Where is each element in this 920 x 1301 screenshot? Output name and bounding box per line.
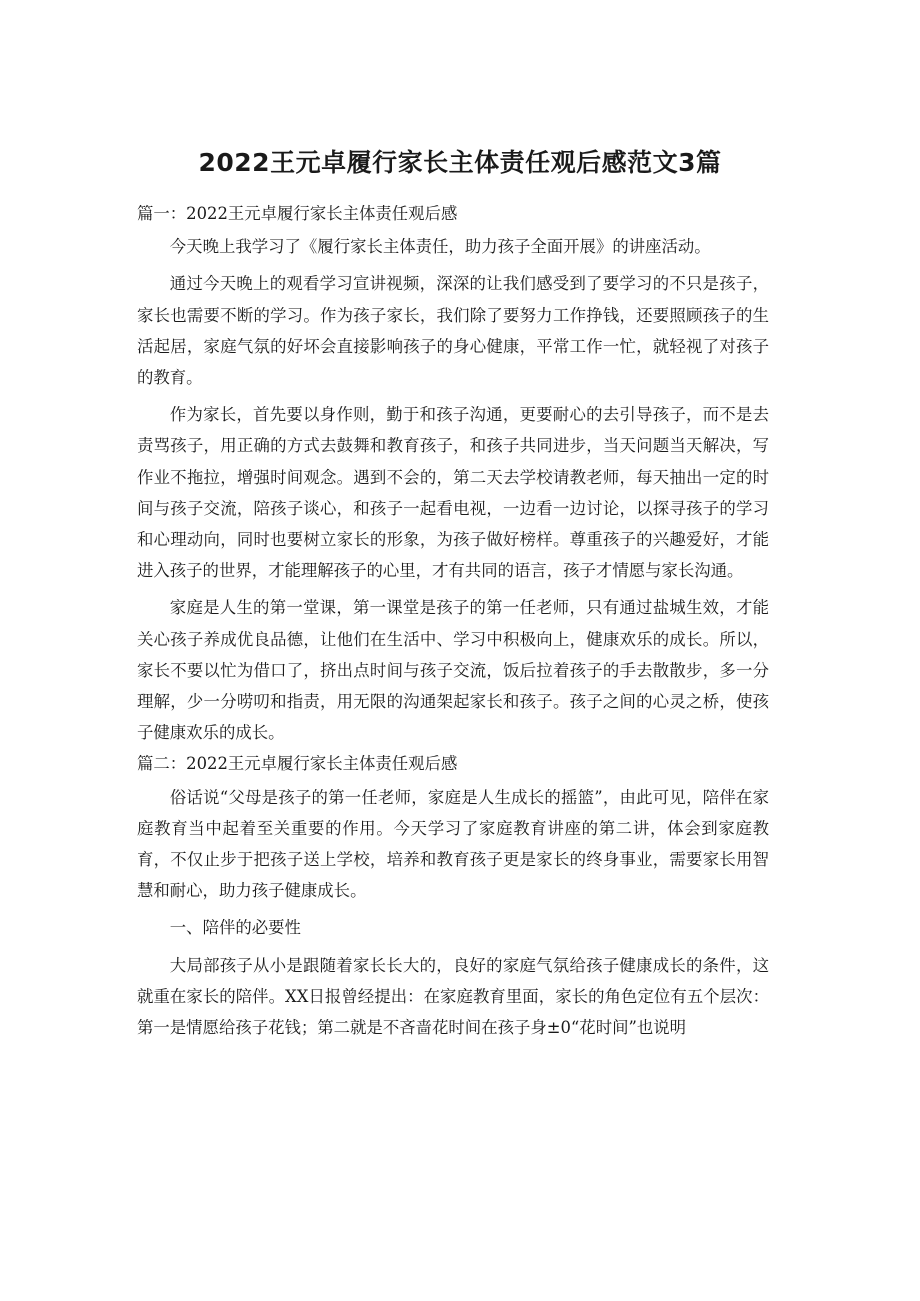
section-1-paragraph-2: 通过今天晚上的观看学习宣讲视频，深深的让我们感受到了要学习的不只是孩子，家长也需要不断的学习。作为孩子家长，我们除了要努力工作挣钱，还要照顾孩子的生活起居，家庭气氛的好坏会直接影响孩子的身心健康，平常工作一忙，就轻视了对孩子的教育。 — [137, 274, 769, 388]
section-1-paragraph-3: 作为家长，首先要以身作则，勤于和孩子沟通，更要耐心的去引导孩子，而不是去责骂孩子，用正确的方式去鼓舞和教育孩子，和孩子共同进步，当天问题当天解决，写作业不拖拉，增强时间观念。遇到不会的，第二天去学校请教老师，每天抽出一定的时间与孩子交流，陪孩子谈心，和孩子一起看电视，一边看一边讨论，以探寻孩子的学习和心理动向，同时也要树立家长的形象，为孩子做好榜样。尊重孩子的兴趣爱好，才能进入孩子的世界，才能理解孩子的心里，才有共同的语言，孩子才情愿与家长沟通。 — [137, 405, 769, 581]
section-2-subheading: 一、陪伴的必要性 — [169, 918, 301, 938]
section-2-heading: 篇二：2022王元卓履行家长主体责任观后感 — [137, 754, 458, 774]
section-1-paragraph-4: 家庭是人生的第一堂课，第一课堂是孩子的第一任老师，只有通过盐城生效，才能关心孩子养成优良品德，让他们在生活中、学习中积极向上，健康欢乐的成长。所以，家长不要以忙为借口了，挤出点时间与孩子交流，饭后拉着孩子的手去散散步，多一分理解，少一分唠叨和指责，用无限的沟通架起家长和孩子。孩子之间的心灵之桥，使孩子健康欢乐的成长。 — [137, 598, 769, 743]
document-title: 2022王元卓履行家长主体责任观后感范文3篇 — [198, 148, 722, 177]
document-body — [137, 198, 769, 1043]
section-1-heading: 篇一：2022王元卓履行家长主体责任观后感 — [137, 204, 458, 223]
section-1-paragraph-1: 今天晚上我学习了《履行家长主体责任，助力孩子全面开展》的讲座活动。 — [169, 237, 711, 257]
section-2-paragraph-2: 大局部孩子从小是跟随着家长长大的，良好的家庭气氛给孩子健康成长的条件，这就重在家长的陪伴。XX日报曾经提出：在家庭教育里面，家长的角色定位有五个层次：第一是情愿给孩子花钱；第二就是不吝啬花时间在孩子身±0“花时间”也说明 — [137, 955, 769, 1038]
section-2-paragraph-1: 俗话说“父母是孩子的第一任老师，家庭是人生成长的摇篮”，由此可见，陪伴在家庭教育当中起着至关重要的作用。今天学习了家庭教育讲座的第二讲，体会到家庭教育，不仅止步于把孩子送上学校，培养和教育孩子更是家长的终身事业，需要家长用智慧和耐心，助力孩子健康成长。 — [137, 787, 769, 901]
